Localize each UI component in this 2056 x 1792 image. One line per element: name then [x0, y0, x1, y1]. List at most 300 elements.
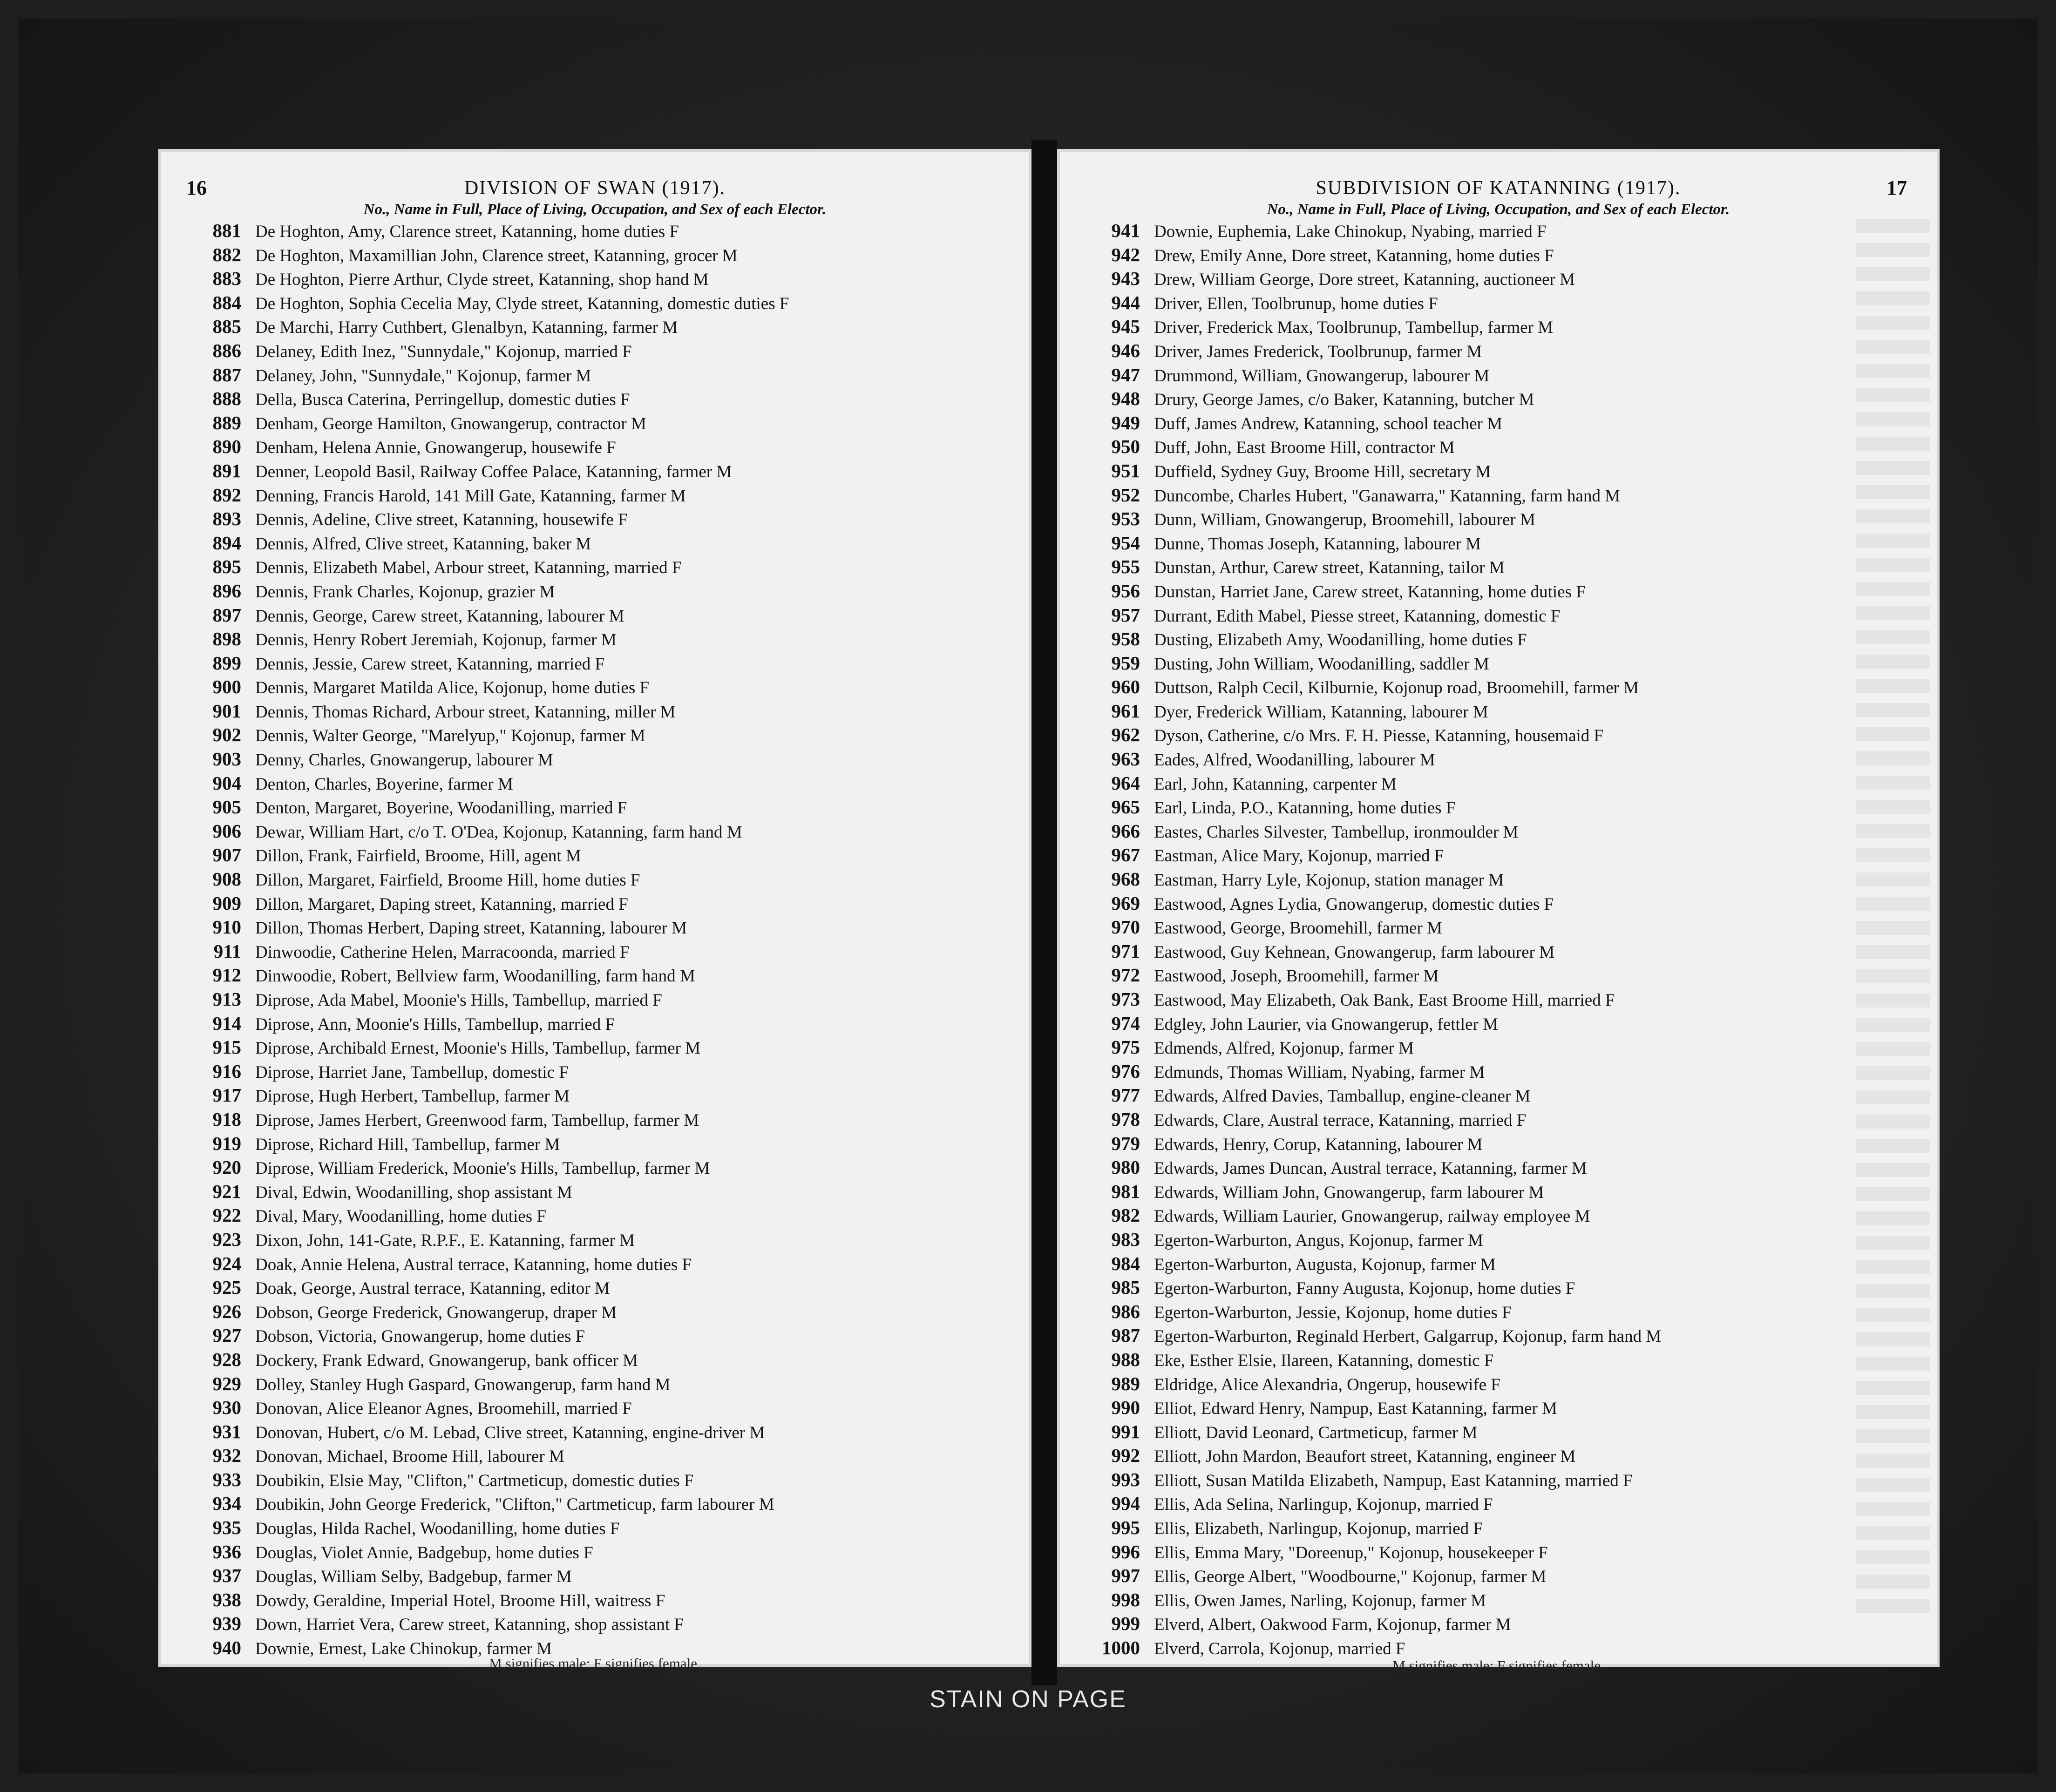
elector-number: 985 — [1111, 1277, 1140, 1298]
microfilm-frame — [19, 19, 2037, 1773]
elector-number: 937 — [212, 1565, 241, 1587]
elector-entry — [182, 603, 1013, 628]
elector-details: Drew, Emily Anne, Dore street, Katanning, home duties F — [1154, 246, 1554, 265]
elector-number: 902 — [212, 724, 241, 746]
elector-number: 935 — [212, 1517, 241, 1539]
elector-entry — [182, 507, 1013, 531]
elector-entry — [1080, 627, 1921, 651]
elector-entry — [1080, 411, 1921, 435]
elector-details: Dyson, Catherine, c/o Mrs. F. H. Piesse, Katanning, housemaid F — [1154, 726, 1604, 746]
elector-number: 938 — [212, 1589, 241, 1610]
elector-entry — [182, 819, 1013, 844]
elector-number: 958 — [1111, 628, 1140, 650]
elector-entry — [182, 291, 1013, 315]
elector-number: 899 — [212, 652, 241, 674]
elector-entry — [182, 435, 1013, 459]
elector-number: 970 — [1111, 916, 1140, 938]
elector-details: Eades, Alfred, Woodanilling, labourer M — [1154, 751, 1435, 770]
elector-entry — [182, 1156, 1013, 1180]
elector-number: 923 — [212, 1228, 241, 1250]
elector-details: Eastwood, Agnes Lydia, Gnowangerup, domestic duties F — [1154, 894, 1554, 914]
elector-number: 960 — [1111, 676, 1140, 698]
elector-details: Dival, Edwin, Woodanilling, shop assistant M — [255, 1183, 572, 1202]
elector-details: Doak, George, Austral terrace, Katanning, editor M — [255, 1279, 610, 1298]
elector-details: Elverd, Carrola, Kojonup, married F — [1154, 1639, 1405, 1659]
elector-entry — [182, 1588, 1013, 1612]
elector-details: Dillon, Frank, Fairfield, Broome, Hill, agent M — [255, 846, 581, 866]
elector-details: Elverd, Albert, Oakwood Farm, Kojonup, farmer M — [1154, 1615, 1511, 1635]
elector-number: 991 — [1111, 1420, 1140, 1442]
elector-details: Doak, Annie Helena, Austral terrace, Katanning, home duties F — [255, 1255, 692, 1274]
elector-number: 995 — [1111, 1517, 1140, 1539]
elector-details: Edwards, Henry, Corup, Katanning, labourer M — [1154, 1135, 1483, 1154]
elector-number: 966 — [1111, 820, 1140, 842]
elector-number: 884 — [212, 291, 241, 313]
elector-number: 922 — [212, 1204, 241, 1226]
elector-entry — [182, 1564, 1013, 1588]
elector-details: Dolley, Stanley Hugh Gaspard, Gnowangerup, farm hand M — [255, 1375, 671, 1394]
elector-number: 910 — [212, 916, 241, 938]
elector-details: Eastwood, Guy Kehnean, Gnowangerup, farm labourer M — [1154, 942, 1554, 962]
elector-details: Dillon, Margaret, Fairfield, Broome Hill, home duties F — [255, 871, 640, 890]
elector-number: 943 — [1111, 268, 1140, 290]
elector-details: Dowdy, Geraldine, Imperial Hotel, Broome Hill, waitress F — [255, 1591, 665, 1610]
page-title: DIVISION OF SWAN (1917). — [464, 177, 726, 199]
elector-number: 963 — [1111, 748, 1140, 770]
column-heading: No., Name in Full, Place of Living, Occupation, and Sex of each Elector. — [1267, 201, 1730, 218]
elector-number: 988 — [1111, 1348, 1140, 1370]
elector-entry — [1080, 1108, 1921, 1132]
elector-details: Ellis, Owen James, Narling, Kojonup, farmer M — [1154, 1591, 1486, 1610]
elector-details: Driver, Frederick Max, Toolbrunup, Tambellup, farmer M — [1154, 318, 1554, 338]
elector-details: Dennis, Elizabeth Mabel, Arbour street, Katanning, married F — [255, 558, 682, 578]
elector-number: 913 — [212, 988, 241, 1010]
elector-entry — [1080, 1348, 1921, 1372]
elector-number: 1000 — [1102, 1637, 1140, 1659]
elector-number: 979 — [1111, 1132, 1140, 1154]
elector-entry — [1080, 867, 1921, 892]
elector-details: Duffield, Sydney Guy, Broome Hill, secretary M — [1154, 462, 1491, 481]
elector-number: 885 — [212, 316, 241, 338]
elector-number: 971 — [1111, 940, 1140, 962]
elector-entry — [1080, 940, 1921, 964]
elector-details: Duff, James Andrew, Katanning, school teacher M — [1154, 414, 1503, 433]
elector-number: 974 — [1111, 1012, 1140, 1034]
elector-number: 891 — [212, 460, 241, 481]
elector-number: 881 — [212, 220, 241, 241]
elector-entry — [1080, 1468, 1921, 1492]
elector-number: 898 — [212, 628, 241, 650]
elector-entry — [182, 1612, 1013, 1636]
elector-number: 903 — [212, 748, 241, 770]
elector-entry — [182, 339, 1013, 363]
elector-entry — [1080, 1540, 1921, 1564]
elector-number: 942 — [1111, 243, 1140, 265]
elector-number: 998 — [1111, 1589, 1140, 1610]
elector-details: Elliot, Edward Henry, Nampup, East Katanning, farmer M — [1154, 1399, 1557, 1419]
elector-details: Duttson, Ralph Cecil, Kilburnie, Kojonup road, Broomehill, farmer M — [1154, 678, 1639, 698]
elector-entry — [1080, 795, 1921, 819]
elector-number: 997 — [1111, 1565, 1140, 1587]
elector-entry — [182, 987, 1013, 1012]
elector-entry — [182, 1035, 1013, 1060]
elector-entry — [182, 1468, 1013, 1492]
elector-number: 993 — [1111, 1468, 1140, 1490]
elector-details: Drew, William George, Dore street, Katanning, auctioneer M — [1154, 270, 1575, 290]
elector-number: 928 — [212, 1348, 241, 1370]
elector-details: De Hoghton, Maxamillian John, Clarence street, Katanning, grocer M — [255, 246, 738, 265]
elector-entry — [182, 1083, 1013, 1108]
elector-number: 914 — [212, 1012, 241, 1034]
elector-number: 901 — [212, 700, 241, 722]
elector-number: 981 — [1111, 1180, 1140, 1202]
elector-number: 983 — [1111, 1228, 1140, 1250]
elector-details: Dennis, Jessie, Carew street, Katanning, married F — [255, 654, 605, 674]
elector-details: Dennis, George, Carew street, Katanning, labourer M — [255, 606, 624, 626]
elector-details: Downie, Ernest, Lake Chinokup, farmer M — [255, 1639, 552, 1659]
elector-entry — [1080, 1444, 1921, 1468]
elector-details: Eastwood, May Elizabeth, Oak Bank, East Broome Hill, married F — [1154, 991, 1615, 1010]
elector-details: Dunstan, Arthur, Carew street, Katanning, tailor M — [1154, 558, 1505, 578]
elector-entry — [1080, 1636, 1921, 1660]
elector-entry — [1080, 219, 1921, 243]
elector-number: 911 — [213, 940, 241, 962]
elector-details: Egerton-Warburton, Augusta, Kojonup, farmer M — [1154, 1255, 1496, 1274]
elector-entry — [1080, 1060, 1921, 1084]
elector-number: 969 — [1111, 892, 1140, 914]
elector-entry — [1080, 603, 1921, 628]
elector-entry — [182, 1516, 1013, 1540]
elector-details: Edgley, John Laurier, via Gnowangerup, fettler M — [1154, 1014, 1498, 1034]
elector-number: 955 — [1111, 556, 1140, 578]
elector-entry — [1080, 651, 1921, 676]
elector-number: 909 — [212, 892, 241, 914]
elector-number: 886 — [212, 339, 241, 361]
elector-details: Edwards, Clare, Austral terrace, Katanning, married F — [1154, 1110, 1527, 1130]
elector-entry — [182, 483, 1013, 507]
elector-number: 972 — [1111, 964, 1140, 986]
elector-entry — [1080, 1012, 1921, 1036]
elector-number: 897 — [212, 604, 241, 626]
elector-list — [1080, 219, 1921, 1660]
elector-details: Eastman, Alice Mary, Kojonup, married F — [1154, 846, 1444, 866]
elector-details: Earl, Linda, P.O., Katanning, home duties F — [1154, 798, 1456, 818]
elector-details: Dusting, Elizabeth Amy, Woodanilling, home duties F — [1154, 630, 1527, 650]
elector-entry — [1080, 363, 1921, 387]
elector-entry — [182, 531, 1013, 555]
elector-number: 961 — [1111, 700, 1140, 722]
elector-entry — [1080, 747, 1921, 771]
elector-number: 953 — [1111, 508, 1140, 530]
elector-details: Dillon, Thomas Herbert, Daping street, Katanning, labourer M — [255, 919, 687, 938]
elector-details: Down, Harriet Vera, Carew street, Katanning, shop assistant F — [255, 1615, 684, 1635]
elector-entry — [182, 1252, 1013, 1276]
elector-number: 920 — [212, 1156, 241, 1178]
elector-details: Driver, James Frederick, Toolbrunup, farmer M — [1154, 342, 1482, 361]
elector-number: 975 — [1111, 1036, 1140, 1058]
elector-details: Egerton-Warburton, Fanny Augusta, Kojonup, home duties F — [1154, 1279, 1575, 1298]
elector-details: Douglas, Violet Annie, Badgebup, home duties F — [255, 1543, 593, 1562]
elector-details: Dival, Mary, Woodanilling, home duties F — [255, 1207, 546, 1226]
elector-entry — [182, 771, 1013, 796]
elector-number: 940 — [212, 1637, 241, 1659]
page-title: SUBDIVISION OF KATANNING (1917). — [1316, 177, 1681, 199]
elector-number: 904 — [212, 772, 241, 794]
elector-details: Dennis, Henry Robert Jeremiah, Kojonup, farmer M — [255, 630, 617, 650]
elector-number: 908 — [212, 868, 241, 890]
elector-entry — [182, 699, 1013, 724]
elector-number: 918 — [212, 1108, 241, 1130]
elector-details: Diprose, Ann, Moonie's Hills, Tambellup, married F — [255, 1014, 615, 1034]
elector-details: Delaney, John, "Sunnydale," Kojonup, farmer M — [255, 366, 591, 385]
elector-number: 978 — [1111, 1108, 1140, 1130]
elector-entry — [1080, 892, 1921, 916]
book-gutter — [1031, 140, 1057, 1685]
elector-entry — [182, 1108, 1013, 1132]
elector-entry — [1080, 555, 1921, 579]
elector-number: 945 — [1111, 316, 1140, 338]
elector-details: Diprose, Hugh Herbert, Tambellup, farmer M — [255, 1087, 570, 1106]
elector-details: Denner, Leopold Basil, Railway Coffee Palace, Katanning, farmer M — [255, 462, 732, 481]
elector-details: Denham, Helena Annie, Gnowangerup, housewife F — [255, 438, 616, 458]
elector-entry — [1080, 1516, 1921, 1540]
elector-entry — [1080, 315, 1921, 339]
elector-number: 892 — [212, 484, 241, 506]
elector-number: 999 — [1111, 1613, 1140, 1635]
elector-entry — [182, 1492, 1013, 1516]
elector-details: Denning, Francis Harold, 141 Mill Gate, Katanning, farmer M — [255, 486, 686, 506]
elector-details: Dennis, Walter George, "Marelyup," Kojonup, farmer M — [255, 726, 645, 746]
elector-number: 964 — [1111, 772, 1140, 794]
elector-number: 949 — [1111, 412, 1140, 433]
elector-entry — [1080, 1228, 1921, 1252]
elector-entry — [1080, 339, 1921, 363]
legend-note: M signifies male; F signifies female. — [1392, 1657, 1604, 1674]
elector-entry — [1080, 1564, 1921, 1588]
elector-number: 929 — [212, 1373, 241, 1394]
elector-details: Eastwood, George, Broomehill, farmer M — [1154, 919, 1442, 938]
elector-entry — [182, 243, 1013, 267]
elector-number: 959 — [1111, 652, 1140, 674]
elector-details: Elliott, Susan Matilda Elizabeth, Nampup, East Katanning, married F — [1154, 1471, 1633, 1490]
elector-number: 932 — [212, 1445, 241, 1467]
elector-number: 890 — [212, 436, 241, 458]
elector-details: Eastes, Charles Silvester, Tambellup, ironmoulder M — [1154, 822, 1519, 842]
elector-details: Donovan, Michael, Broome Hill, labourer M — [255, 1447, 564, 1467]
elector-entry — [182, 1180, 1013, 1204]
elector-entry — [1080, 243, 1921, 267]
elector-details: Dillon, Margaret, Daping street, Katanning, married F — [255, 894, 628, 914]
elector-details: Dunne, Thomas Joseph, Katanning, labourer M — [1154, 534, 1481, 554]
elector-details: Duncombe, Charles Hubert, "Ganawarra," Katanning, farm hand M — [1154, 486, 1621, 506]
elector-number: 900 — [212, 676, 241, 698]
elector-details: Edmunds, Thomas William, Nyabing, farmer M — [1154, 1062, 1485, 1082]
elector-entry — [182, 1276, 1013, 1300]
elector-details: Denton, Margaret, Boyerine, Woodanilling, married F — [255, 798, 627, 818]
elector-number: 889 — [212, 412, 241, 433]
elector-entry — [182, 459, 1013, 483]
elector-details: Egerton-Warburton, Angus, Kojonup, farmer M — [1154, 1231, 1484, 1250]
elector-details: Durrant, Edith Mabel, Piesse street, Katanning, domestic F — [1154, 606, 1561, 626]
elector-number: 950 — [1111, 436, 1140, 458]
elector-entry — [1080, 483, 1921, 507]
elector-entry — [1080, 1035, 1921, 1060]
elector-number: 965 — [1111, 796, 1140, 818]
elector-number: 893 — [212, 508, 241, 530]
elector-entry — [1080, 1132, 1921, 1156]
elector-entry — [182, 747, 1013, 771]
elector-details: Edwards, William John, Gnowangerup, farm labourer M — [1154, 1183, 1544, 1202]
elector-entry — [1080, 915, 1921, 940]
elector-entry — [1080, 1156, 1921, 1180]
elector-entry — [1080, 699, 1921, 724]
elector-entry — [182, 892, 1013, 916]
elector-entry — [1080, 987, 1921, 1012]
elector-number: 927 — [212, 1325, 241, 1346]
elector-details: Earl, John, Katanning, carpenter M — [1154, 774, 1397, 794]
elector-details: De Hoghton, Sophia Cecelia May, Clyde street, Katanning, domestic duties F — [255, 294, 789, 313]
elector-number: 917 — [212, 1084, 241, 1106]
elector-details: Delaney, Edith Inez, "Sunnydale," Kojonup, married F — [255, 342, 632, 361]
elector-details: Edmends, Alfred, Kojonup, farmer M — [1154, 1039, 1414, 1058]
elector-entry — [1080, 1252, 1921, 1276]
elector-entry — [182, 1396, 1013, 1420]
elector-details: Denton, Charles, Boyerine, farmer M — [255, 774, 513, 794]
elector-entry — [182, 1300, 1013, 1324]
elector-entry — [182, 579, 1013, 603]
elector-details: Drury, George James, c/o Baker, Katanning, butcher M — [1154, 390, 1534, 410]
elector-entry — [1080, 675, 1921, 699]
elector-number: 925 — [212, 1277, 241, 1298]
elector-entry — [182, 315, 1013, 339]
elector-details: Dyer, Frederick William, Katanning, labourer M — [1154, 702, 1488, 722]
elector-details: Dennis, Alfred, Clive street, Katanning, baker M — [255, 534, 591, 554]
elector-details: Douglas, William Selby, Badgebup, farmer M — [255, 1567, 572, 1587]
elector-entry — [1080, 1300, 1921, 1324]
elector-number: 912 — [212, 964, 241, 986]
elector-number: 996 — [1111, 1541, 1140, 1562]
elector-entry — [1080, 267, 1921, 291]
elector-details: Elliott, John Mardon, Beaufort street, Katanning, engineer M — [1154, 1447, 1576, 1467]
stain-caption: STAIN ON PAGE — [930, 1686, 1126, 1713]
elector-details: Edwards, James Duncan, Austral terrace, Katanning, farmer M — [1154, 1159, 1587, 1178]
elector-details: Ellis, Ada Selina, Narlingup, Kojonup, married F — [1154, 1495, 1493, 1515]
elector-details: Ellis, Emma Mary, "Doreenup," Kojonup, housekeeper F — [1154, 1543, 1548, 1562]
elector-number: 982 — [1111, 1204, 1140, 1226]
elector-number: 924 — [212, 1252, 241, 1274]
elector-details: Dobson, Victoria, Gnowangerup, home duties F — [255, 1327, 585, 1346]
elector-entry — [1080, 1588, 1921, 1612]
elector-details: Dennis, Margaret Matilda Alice, Kojonup, home duties F — [255, 678, 650, 698]
elector-entry — [182, 867, 1013, 892]
elector-details: Eastman, Harry Lyle, Kojonup, station manager M — [1154, 871, 1504, 890]
elector-number: 952 — [1111, 484, 1140, 506]
elector-entry — [182, 1132, 1013, 1156]
elector-details: Edwards, William Laurier, Gnowangerup, railway employee M — [1154, 1207, 1590, 1226]
elector-entry — [1080, 723, 1921, 747]
elector-entry — [182, 795, 1013, 819]
elector-details: Donovan, Hubert, c/o M. Lebad, Clive street, Katanning, engine-driver M — [255, 1423, 765, 1442]
column-heading: No., Name in Full, Place of Living, Occupation, and Sex of each Elector. — [363, 201, 827, 218]
elector-details: Diprose, Archibald Ernest, Moonie's Hills, Tambellup, farmer M — [255, 1039, 700, 1058]
elector-entry — [182, 651, 1013, 676]
elector-entry — [1080, 579, 1921, 603]
elector-number: 977 — [1111, 1084, 1140, 1106]
elector-entry — [182, 1324, 1013, 1348]
elector-details: Diprose, James Herbert, Greenwood farm, Tambellup, farmer M — [255, 1110, 699, 1130]
elector-entry — [1080, 1204, 1921, 1228]
elector-details: Denny, Charles, Gnowangerup, labourer M — [255, 751, 553, 770]
elector-number: 930 — [212, 1397, 241, 1419]
elector-number: 968 — [1111, 868, 1140, 890]
elector-details: Diprose, Harriet Jane, Tambellup, domestic F — [255, 1062, 569, 1082]
elector-details: Diprose, Richard Hill, Tambellup, farmer M — [255, 1135, 560, 1154]
elector-number: 951 — [1111, 460, 1140, 481]
elector-entry — [182, 267, 1013, 291]
elector-entry — [1080, 291, 1921, 315]
elector-details: Doubikin, John George Frederick, "Clifton," Cartmeticup, farm labourer M — [255, 1495, 774, 1515]
elector-number: 947 — [1111, 364, 1140, 385]
elector-entry — [182, 1372, 1013, 1396]
elector-number: 954 — [1111, 532, 1140, 554]
elector-details: Dockery, Frank Edward, Gnowangerup, bank officer M — [255, 1351, 638, 1370]
elector-number: 926 — [212, 1300, 241, 1322]
left-page — [158, 149, 1031, 1671]
elector-details: Downie, Euphemia, Lake Chinokup, Nyabing, married F — [1154, 222, 1547, 241]
elector-number: 984 — [1111, 1252, 1140, 1274]
elector-entry — [1080, 1083, 1921, 1108]
elector-entry — [182, 1420, 1013, 1444]
elector-number: 994 — [1111, 1493, 1140, 1515]
elector-number: 896 — [212, 580, 241, 602]
elector-entry — [182, 1012, 1013, 1036]
elector-details: Elliott, David Leonard, Cartmeticup, farmer M — [1154, 1423, 1478, 1442]
elector-number: 888 — [212, 388, 241, 410]
elector-entry — [1080, 771, 1921, 796]
elector-details: Dusting, John William, Woodanilling, saddler M — [1154, 654, 1489, 674]
elector-details: De Marchi, Harry Cuthbert, Glenalbyn, Katanning, farmer M — [255, 318, 678, 338]
elector-number: 931 — [212, 1420, 241, 1442]
elector-details: Douglas, Hilda Rachel, Woodanilling, home duties F — [255, 1519, 620, 1539]
elector-number: 946 — [1111, 339, 1140, 361]
elector-number: 956 — [1111, 580, 1140, 602]
elector-number: 883 — [212, 268, 241, 290]
elector-details: Dinwoodie, Catherine Helen, Marracoonda, married F — [255, 942, 630, 962]
elector-number: 992 — [1111, 1445, 1140, 1467]
elector-entry — [182, 219, 1013, 243]
elector-details: Dennis, Adeline, Clive street, Katanning, housewife F — [255, 510, 628, 530]
elector-details: Dewar, William Hart, c/o T. O'Dea, Kojonup, Katanning, farm hand M — [255, 822, 742, 842]
elector-number: 957 — [1111, 604, 1140, 626]
elector-number: 934 — [212, 1493, 241, 1515]
elector-details: Diprose, Ada Mabel, Moonie's Hills, Tambellup, married F — [255, 991, 662, 1010]
elector-details: Denham, George Hamilton, Gnowangerup, contractor M — [255, 414, 646, 433]
elector-entry — [1080, 963, 1921, 987]
elector-number: 987 — [1111, 1325, 1140, 1346]
elector-number: 921 — [212, 1180, 241, 1202]
elector-details: Della, Busca Caterina, Perringellup, domestic duties F — [255, 390, 630, 410]
elector-details: Dennis, Frank Charles, Kojonup, grazier M — [255, 582, 555, 602]
elector-number: 976 — [1111, 1060, 1140, 1082]
elector-details: De Hoghton, Amy, Clarence street, Katanning, home duties F — [255, 222, 679, 241]
elector-details: Duff, John, East Broome Hill, contractor M — [1154, 438, 1455, 458]
elector-entry — [1080, 843, 1921, 867]
elector-entry — [182, 555, 1013, 579]
elector-entry — [182, 1348, 1013, 1372]
elector-entry — [1080, 819, 1921, 844]
elector-entry — [1080, 507, 1921, 531]
elector-entry — [1080, 1420, 1921, 1444]
